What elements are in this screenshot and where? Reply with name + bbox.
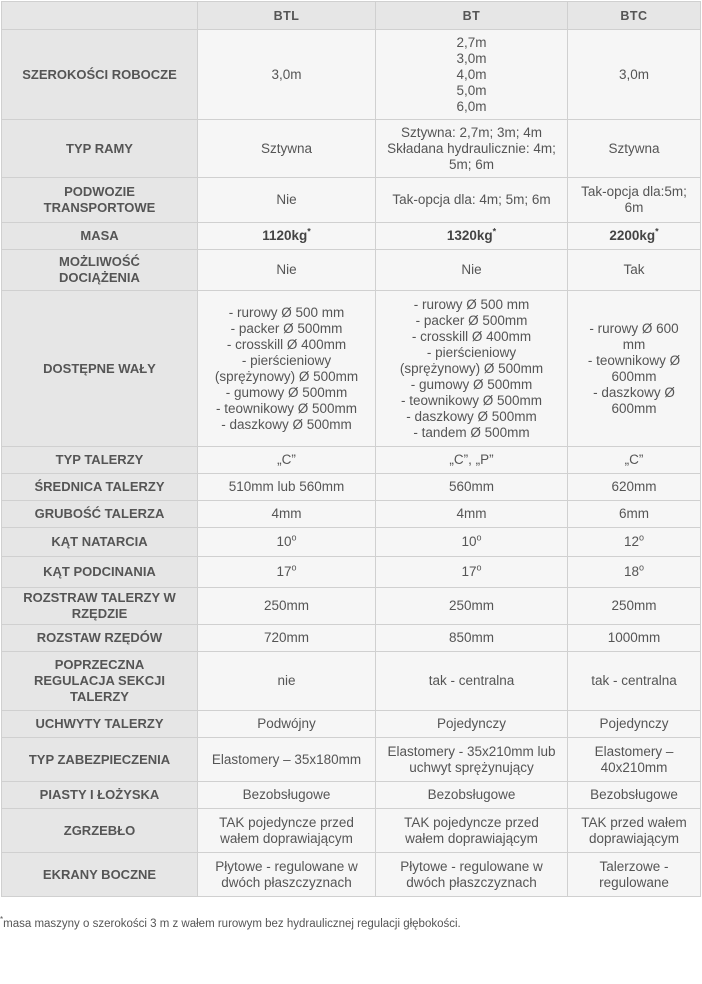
row-label: DOSTĘPNE WAŁY <box>2 291 198 447</box>
table-cell <box>568 809 701 853</box>
column-header-bt: BT <box>376 2 568 30</box>
cell-value: 2,7m 3,0m 4,0m 5,0m 6,0m <box>456 34 487 114</box>
table-cell <box>376 223 568 250</box>
cell-value: - rurowy Ø 600 mm - teownikowy Ø 600mm - daszkowy Ø 600mm <box>587 320 681 416</box>
cell-value: 4mm <box>456 506 487 521</box>
cell-value: TAK przed wałem doprawiającym <box>581 814 687 846</box>
table-cell <box>198 223 376 250</box>
table-cell <box>198 853 376 897</box>
row-label: UCHWYTY TALERZY <box>2 711 198 738</box>
cell-value: „C”, „P” <box>449 452 494 467</box>
cell-value: 250mm <box>611 598 657 613</box>
cell-value: 1320kg <box>446 228 493 243</box>
table-row <box>2 738 701 782</box>
table-cell <box>568 30 701 120</box>
cell-superscript: o <box>639 562 645 573</box>
cell-value: „C” <box>277 452 296 467</box>
row-label: PODWOZIE TRANSPORTOWE <box>2 178 198 223</box>
table-cell <box>376 738 568 782</box>
cell-superscript: o <box>476 562 482 573</box>
cell-superscript: * <box>492 226 497 237</box>
table-cell <box>376 178 568 223</box>
cell-value: - rurowy Ø 500 mm - packer Ø 500mm - crosskill Ø 400mm - pierścieniowy (sprężynowy) Ø 500mm - gumowy Ø 500mm - teownikowy Ø 500mm - daszkowy Ø 500mm <box>214 304 359 432</box>
table-cell <box>198 250 376 291</box>
table-cell <box>376 250 568 291</box>
table-row <box>2 120 701 178</box>
cell-value: 510mm lub 560mm <box>228 479 345 494</box>
table-cell <box>376 853 568 897</box>
row-label: ROZSTRAW TALERZY W RZĘDZIE <box>2 588 198 625</box>
table-cell <box>568 120 701 178</box>
table-cell <box>568 528 701 557</box>
cell-value: Bezobsługowe <box>242 787 331 802</box>
table-cell <box>568 625 701 652</box>
table-cell <box>568 652 701 711</box>
cell-value: Tak <box>623 262 645 277</box>
table-cell <box>198 447 376 474</box>
cell-value: Elastomery – 35x180mm <box>211 751 362 767</box>
cell-value: Płytowe - regulowane w dwóch płaszczyznach <box>400 858 543 890</box>
table-cell <box>198 588 376 625</box>
table-cell <box>568 474 701 501</box>
table-cell <box>568 853 701 897</box>
table-cell <box>198 711 376 738</box>
footnote <box>0 915 461 930</box>
cell-value: 10 <box>461 534 477 549</box>
table-cell <box>568 447 701 474</box>
table-row <box>2 30 701 120</box>
table-cell <box>198 474 376 501</box>
cell-value: 3,0m <box>618 66 649 82</box>
cell-value: 6mm <box>619 506 649 521</box>
table-cell <box>198 30 376 120</box>
table-cell <box>376 528 568 557</box>
cell-value: 720mm <box>263 630 309 645</box>
table-cell <box>376 447 568 474</box>
table-cell <box>198 738 376 782</box>
table-cell <box>568 250 701 291</box>
table-cell <box>568 223 701 250</box>
table-cell <box>376 120 568 178</box>
table-row <box>2 223 701 250</box>
table-cell <box>376 557 568 588</box>
cell-value: 250mm <box>448 598 494 613</box>
spec-table <box>1 1 701 897</box>
table-cell <box>376 782 568 809</box>
table-cell <box>568 557 701 588</box>
row-label: TYP ZABEZPIECZENIA <box>2 738 198 782</box>
cell-value: Nie <box>276 192 297 207</box>
table-cell <box>198 501 376 528</box>
row-label: ŚREDNICA TALERZY <box>2 474 198 501</box>
cell-superscript: o <box>476 532 482 543</box>
cell-value: 1120kg <box>262 228 308 243</box>
table-cell <box>376 501 568 528</box>
row-label: MASA <box>2 223 198 250</box>
cell-value: 4mm <box>271 506 302 521</box>
table-cell <box>568 178 701 223</box>
header-row <box>2 2 701 30</box>
table-cell <box>198 528 376 557</box>
cell-value: 18 <box>623 564 639 579</box>
table-cell <box>198 178 376 223</box>
footnote-marker: * <box>0 915 4 925</box>
cell-value: 2200kg <box>609 228 656 243</box>
table-cell <box>376 711 568 738</box>
table-row <box>2 528 701 557</box>
table-cell <box>568 588 701 625</box>
table-cell <box>568 782 701 809</box>
cell-value: nie <box>277 673 296 688</box>
cell-value: Pojedynczy <box>599 716 669 731</box>
cell-value: TAK pojedyncze przed wałem doprawiającym <box>404 814 539 846</box>
table-cell <box>376 588 568 625</box>
cell-value: Talerzowe - regulowane <box>599 858 669 890</box>
table-cell <box>568 738 701 782</box>
table-cell <box>198 652 376 711</box>
row-label: TYP RAMY <box>2 120 198 178</box>
cell-value: 17 <box>276 564 292 579</box>
row-label: MOŻLIWOŚĆ DOCIĄŻENIA <box>2 250 198 291</box>
cell-value: Sztywna: 2,7m; 3m; 4m Składana hydraulicznie: 4m; 5m; 6m <box>387 124 556 172</box>
cell-value: Nie <box>276 262 297 277</box>
cell-value: Tak-opcja dla:5m; 6m <box>581 184 687 215</box>
table-cell <box>198 557 376 588</box>
table-cell <box>198 120 376 178</box>
table-cell <box>376 474 568 501</box>
cell-superscript: * <box>307 226 311 237</box>
table-row <box>2 652 701 711</box>
cell-value: Pojedynczy <box>436 716 507 731</box>
cell-value: 17 <box>461 564 477 579</box>
table-row <box>2 588 701 625</box>
cell-superscript: o <box>291 532 297 543</box>
table-row <box>2 711 701 738</box>
table-row <box>2 809 701 853</box>
row-label: KĄT NATARCIA <box>2 528 198 557</box>
cell-superscript: * <box>655 226 659 237</box>
table-cell <box>376 625 568 652</box>
cell-value: Sztywna <box>260 140 313 156</box>
cell-value: 560mm <box>448 479 494 494</box>
table-cell <box>568 711 701 738</box>
column-header-btc: BTC <box>568 2 701 30</box>
cell-value: Elastomery – 40x210mm <box>594 743 674 775</box>
cell-value: Podwójny <box>257 716 316 731</box>
cell-value: 850mm <box>448 630 494 645</box>
table-row <box>2 782 701 809</box>
table-row <box>2 291 701 447</box>
table-cell <box>376 652 568 711</box>
table-row <box>2 178 701 223</box>
table-row <box>2 557 701 588</box>
row-label: ZGRZEBŁO <box>2 809 198 853</box>
cell-superscript: o <box>639 532 645 543</box>
row-label: TYP TALERZY <box>2 447 198 474</box>
cell-value: - rurowy Ø 500 mm - packer Ø 500mm - crosskill Ø 400mm - pierścieniowy (sprężynowy) Ø 500mm - gumowy Ø 500mm - teownikowy Ø 500mm - daszkowy Ø 500mm - tandem Ø 500mm <box>399 296 544 440</box>
cell-value: 620mm <box>611 479 657 494</box>
cell-value: TAK pojedyncze przed wałem doprawiającym <box>219 814 354 846</box>
cell-value: Nie <box>461 262 482 277</box>
row-label: PIASTY I ŁOŻYSKA <box>2 782 198 809</box>
row-label: GRUBOŚĆ TALERZA <box>2 501 198 528</box>
cell-value: „C” <box>624 452 644 467</box>
cell-value: Bezobsługowe <box>590 787 678 802</box>
cell-value: 3,0m <box>271 66 302 82</box>
corner-cell <box>2 2 198 30</box>
table-cell <box>568 501 701 528</box>
cell-value: Elastomery - 35x210mm lub uchwyt sprężynujący <box>387 743 556 775</box>
column-header-btl: BTL <box>198 2 376 30</box>
table-row <box>2 250 701 291</box>
cell-superscript: o <box>291 562 297 573</box>
table-row <box>2 501 701 528</box>
row-label: EKRANY BOCZNE <box>2 853 198 897</box>
table-row <box>2 853 701 897</box>
table-cell <box>376 809 568 853</box>
cell-value: Płytowe - regulowane w dwóch płaszczyznach <box>215 858 358 890</box>
cell-value: 250mm <box>263 598 309 613</box>
table-cell <box>198 625 376 652</box>
cell-value: 1000mm <box>607 630 661 645</box>
cell-value: Sztywna <box>608 140 660 156</box>
cell-value: Tak-opcja dla: 4m; 5m; 6m <box>392 192 551 207</box>
cell-value: tak - centralna <box>591 673 677 688</box>
row-label: KĄT PODCINANIA <box>2 557 198 588</box>
cell-value: tak - centralna <box>428 673 515 688</box>
row-label: POPRZECZNA REGULACJA SEKCJI TALERZY <box>2 652 198 711</box>
table-cell <box>376 30 568 120</box>
table-cell <box>376 291 568 447</box>
table-row <box>2 625 701 652</box>
table-cell <box>198 809 376 853</box>
table-row <box>2 474 701 501</box>
row-label: SZEROKOŚCI ROBOCZE <box>2 30 198 120</box>
table-cell <box>198 782 376 809</box>
table-cell <box>568 291 701 447</box>
footnote-text: masa maszyny o szerokości 3 m z wałem rurowym bez hydraulicznej regulacji głębokości. <box>3 918 461 930</box>
cell-value: Bezobsługowe <box>427 787 516 802</box>
cell-value: 12 <box>623 534 639 549</box>
row-label: ROZSTAW RZĘDÓW <box>2 625 198 652</box>
table-row <box>2 447 701 474</box>
table-cell <box>198 291 376 447</box>
cell-value: 10 <box>276 534 292 549</box>
